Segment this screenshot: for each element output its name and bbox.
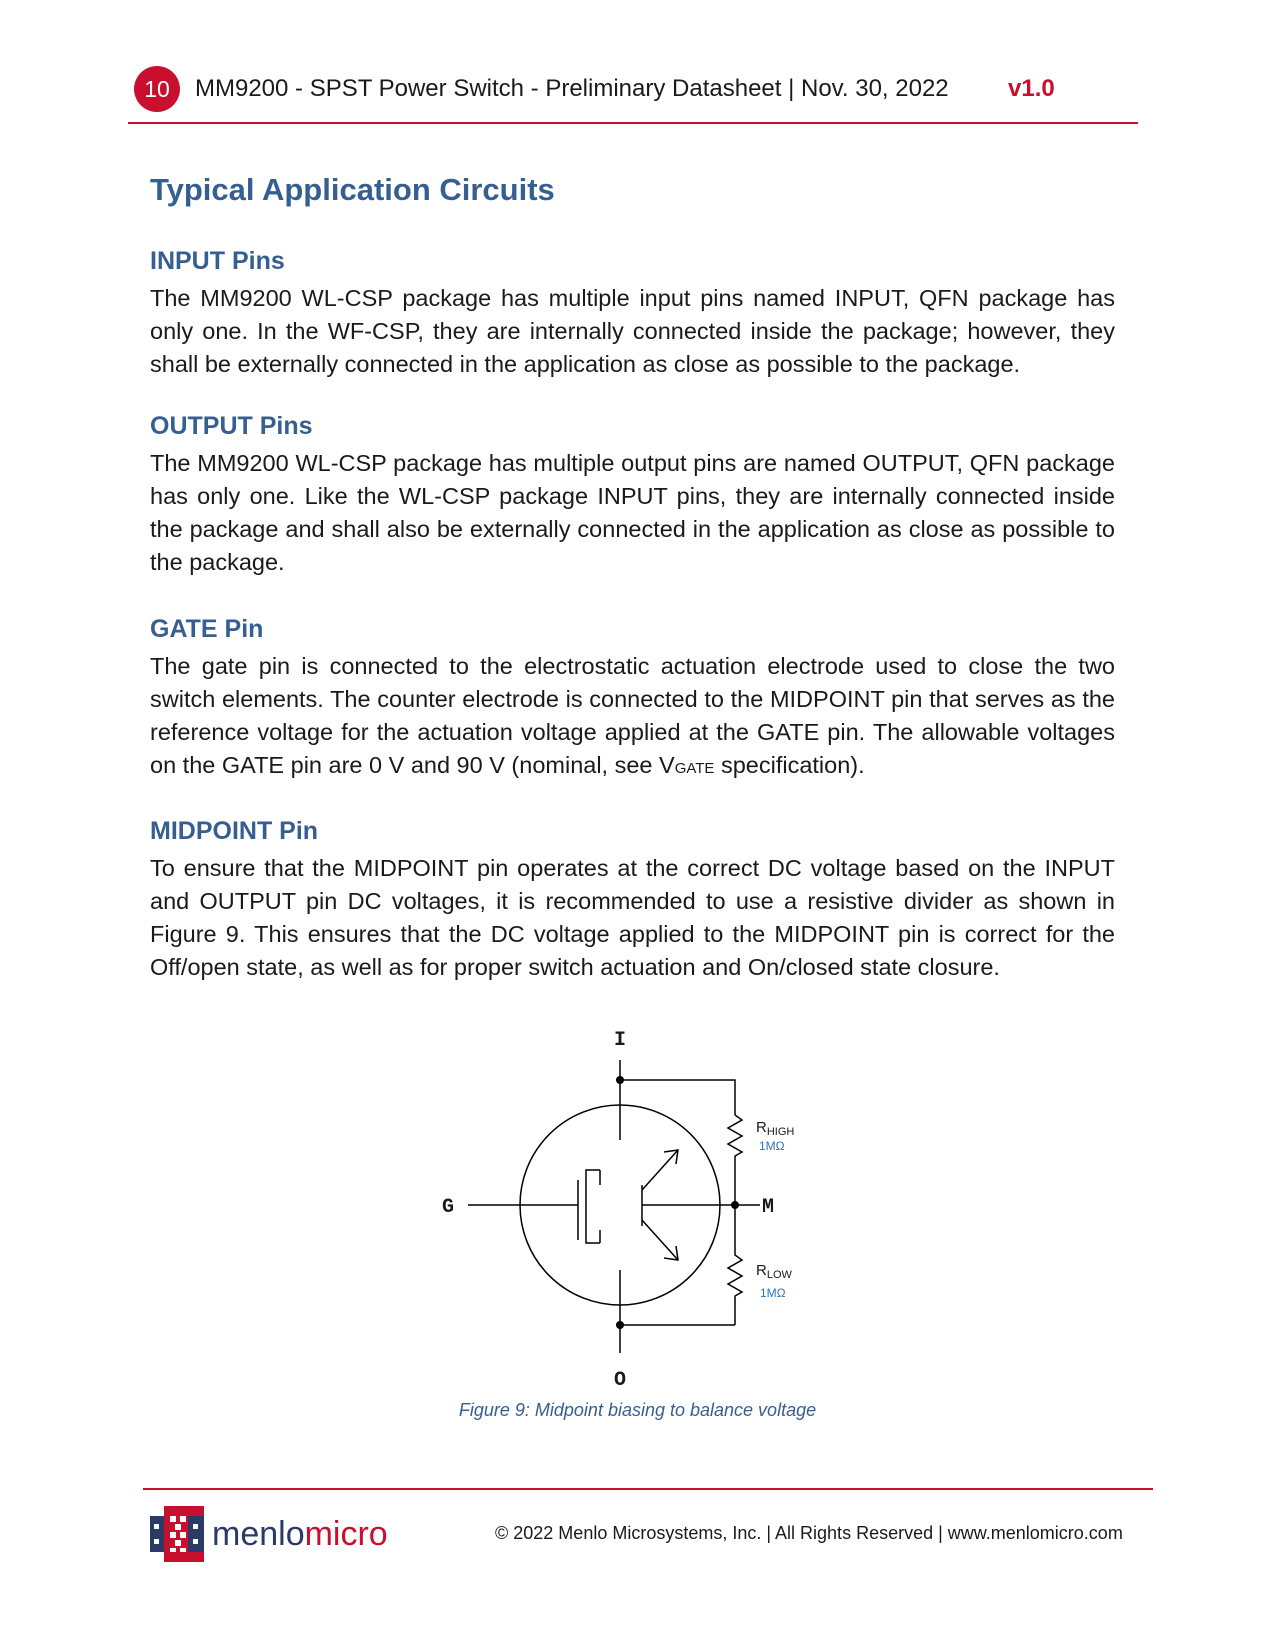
lower-arrow-line: [642, 1220, 678, 1260]
pin-label-output: O: [614, 1369, 627, 1392]
section-output-pins: [150, 411, 1115, 579]
upper-arrow-line: [642, 1150, 678, 1190]
page-header: [128, 66, 1138, 124]
page-title: Typical Application Circuits: [150, 172, 555, 207]
menlomicro-logo: [148, 1502, 448, 1566]
pin-label-input: I: [614, 1030, 627, 1052]
channel-plate: [586, 1170, 600, 1243]
input-junction-dot: [616, 1076, 624, 1084]
section-midpoint-pin: [150, 816, 1115, 984]
section-body: The MM9200 WL-CSP package has multiple output pins are named OUTPUT, QFN package has only one. Like the WL-CSP package INPUT pins, they are internally connected inside the package and shall also be externally connected in the application as close as possible to the package.: [150, 450, 1115, 575]
section-body: The MM9200 WL-CSP package has multiple input pins named INPUT, QFN package has only one. In the WF-CSP, they are internally connected inside the package; however, they shall be externally connected in the application as close as possible to the package.: [150, 285, 1115, 377]
midpoint-junction-dot: [731, 1201, 739, 1209]
body-text-end: specification).: [714, 752, 865, 778]
version-label: v1.0: [1008, 75, 1055, 102]
pin-label-midpoint: M: [762, 1196, 775, 1219]
r-low-value: 1MΩ: [760, 1286, 786, 1300]
section-heading: INPUT Pins: [150, 247, 285, 275]
section-body: [150, 650, 1115, 785]
section-heading: OUTPUT Pins: [150, 412, 313, 440]
pin-label-gate: G: [442, 1196, 455, 1219]
page-number-badge: 10: [134, 66, 180, 112]
header-divider: [128, 122, 1138, 124]
section-heading: MIDPOINT Pin: [150, 817, 319, 845]
body-text: The gate pin is connected to the electrostatic actuation electrode used to close the two switch elements. The counter electrode is connected to the MIDPOINT pin that serves as the reference voltage for the actuation voltage applied at the GATE pin. The allowable voltages on the GATE pin are 0 V and 90 V (nominal, see V: [150, 653, 1115, 778]
figure-caption: Figure 9: Midpoint biasing to balance voltage: [458, 1400, 817, 1420]
r-low-label: $R_{LOW}$: [756, 1262, 792, 1281]
resistor-low: [728, 1205, 742, 1325]
section-gate-pin: [150, 614, 1115, 785]
section-heading: GATE Pin: [150, 615, 264, 643]
copyright-text: © 2022 Menlo Microsystems, Inc. | All Rights Reserved | www.menlomicro.com: [495, 1523, 1123, 1543]
footer-divider: [143, 1488, 1153, 1490]
midpoint-biasing-schematic: [420, 1030, 840, 1400]
r-high-label: $R_{HIGH}$: [756, 1119, 795, 1138]
logo-chip-icon: [150, 1506, 204, 1562]
resistor-high: [728, 1115, 742, 1205]
output-junction-dot: [616, 1321, 624, 1329]
input-bus-wire: [620, 1080, 735, 1115]
vgate-subscript: GATE: [674, 760, 715, 777]
logo-wordmark: menlomicro: [212, 1515, 388, 1553]
r-high-value: 1MΩ: [759, 1139, 785, 1153]
document-title: MM9200 - SPST Power Switch - Preliminary Datasheet | Nov. 30, 2022: [195, 75, 949, 102]
section-input-pins: [150, 246, 1115, 381]
section-body: To ensure that the MIDPOINT pin operates at the correct DC voltage based on the INPUT and OUTPUT pin DC voltages, it is recommended to use a resistive divider as shown in Figure 9. This ensures that the DC voltage applied to the MIDPOINT pin is correct for the Off/open state, as well as for proper switch actuation and On/closed state closure.: [150, 855, 1115, 980]
